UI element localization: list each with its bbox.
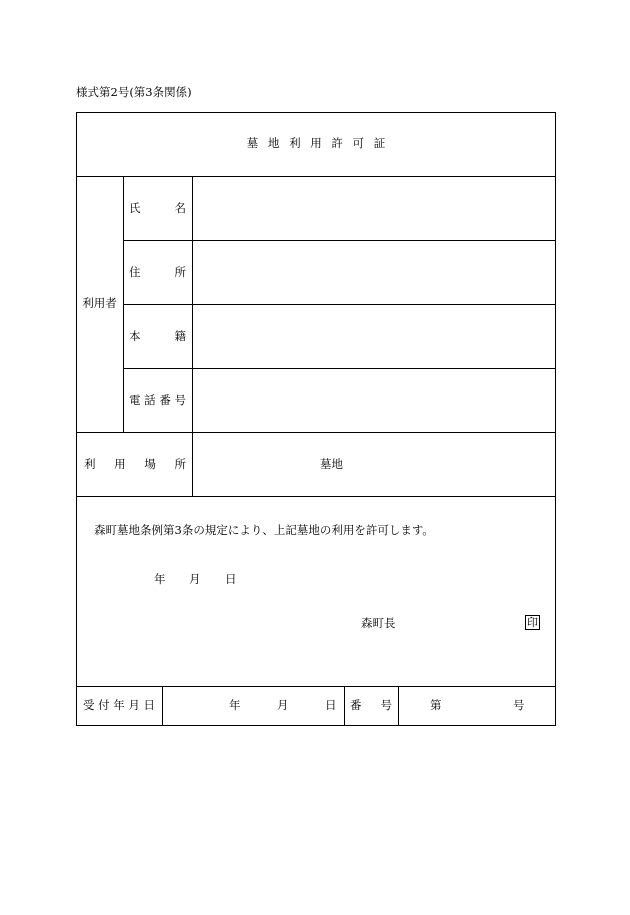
seal-stamp: 印 <box>527 616 538 629</box>
form-number-header: 様式第2号(第3条関係) <box>76 85 192 99</box>
domicile-field[interactable] <box>193 305 555 368</box>
domicile-label: 本 籍 <box>129 329 186 343</box>
applicant-group-label: 利用者 <box>82 296 117 310</box>
permit-statement: 森町墓地条例第3条の規定により、上記墓地の利用を許可します。 <box>94 523 434 537</box>
location-value: 墓地 <box>320 457 343 471</box>
received-month: 月 <box>277 698 289 712</box>
permit-date[interactable] <box>154 574 236 588</box>
document-title: 墓 地 利 用 許 可 証 <box>246 136 386 150</box>
received-day: 日 <box>325 698 337 712</box>
name-field[interactable] <box>193 177 555 240</box>
issuer-name: 森町長 <box>361 616 396 630</box>
received-year: 年 <box>229 698 241 712</box>
name-label: 氏 名 <box>129 201 186 215</box>
received-date-field[interactable] <box>163 687 344 725</box>
received-date-label: 受 付 年 月 日 <box>83 698 155 712</box>
number-label: 番 号 <box>350 698 392 712</box>
number-prefix: 第 <box>430 698 442 712</box>
number-field[interactable] <box>399 687 555 725</box>
phone-field[interactable] <box>193 369 555 432</box>
address-label: 住 所 <box>129 265 186 279</box>
location-label: 利 用 場 所 <box>84 457 186 471</box>
number-suffix: 号 <box>513 698 525 712</box>
date-year: 年 <box>154 572 166 586</box>
address-field[interactable] <box>193 241 555 304</box>
phone-label: 電 話 番 号 <box>129 393 186 407</box>
date-month: 月 <box>189 572 201 586</box>
date-day: 日 <box>225 572 237 586</box>
